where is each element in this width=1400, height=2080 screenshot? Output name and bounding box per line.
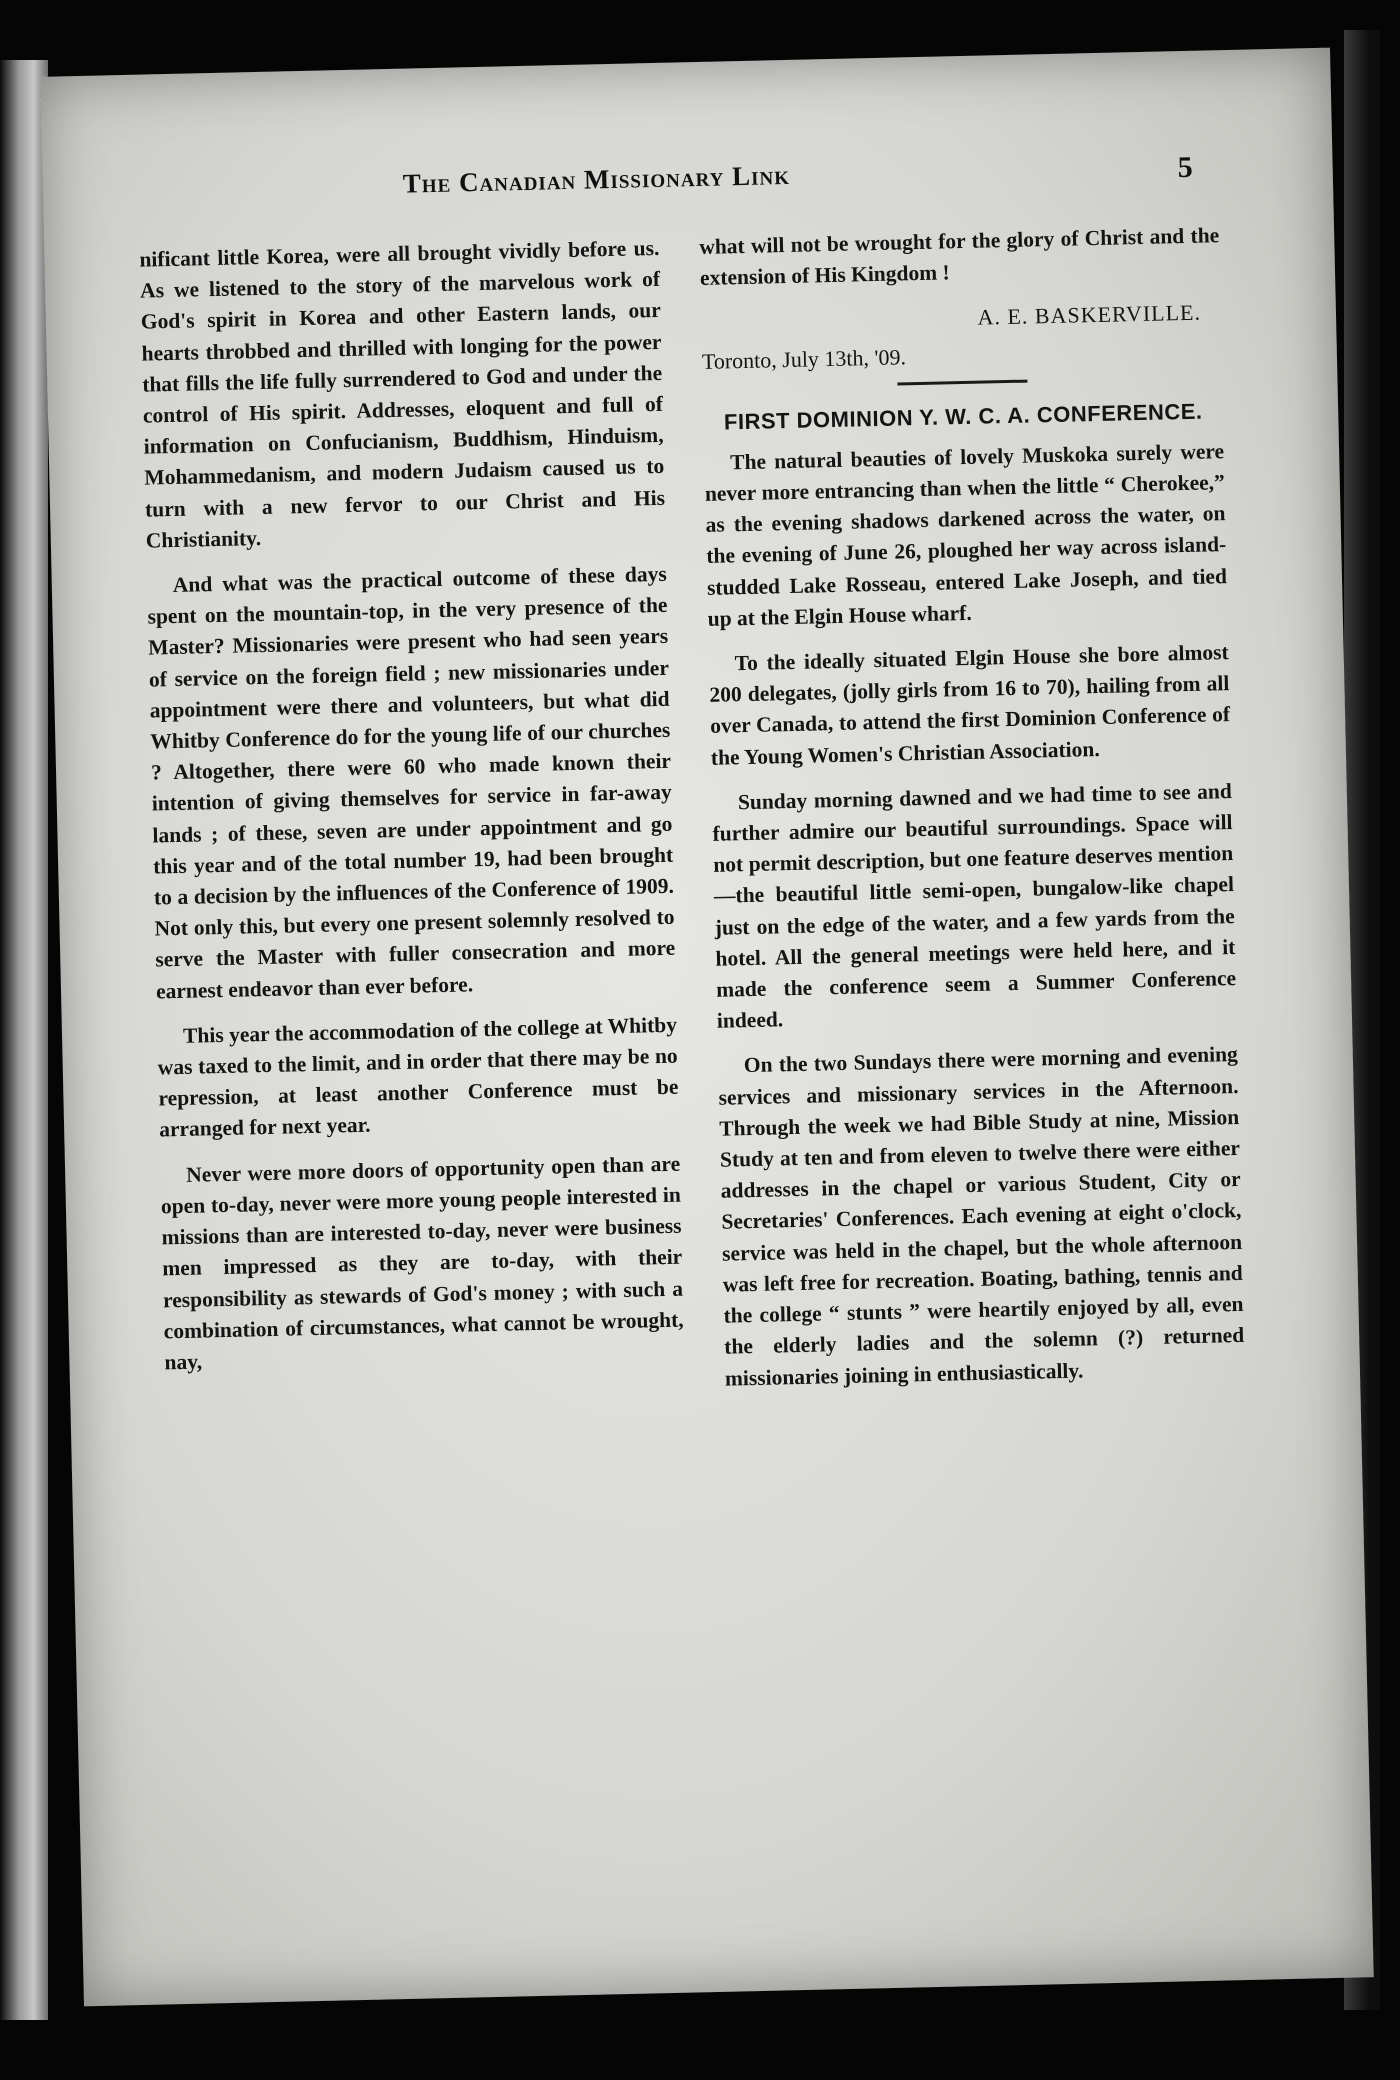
left-column <box>139 233 685 1393</box>
paragraph-opportunity: Never were more doors of opportunity open than are open to-day, never were more young people interested in missions than are interested to-day, never were business men impressed as they are to-day, with their responsibility as stewards of God's money ; with such a combination of circumstances, what cannot be wrought, nay, <box>160 1151 684 1375</box>
paragraph-sunday: Sunday morning dawned and we had time to see and further admire our beautiful surroundings. Space will not permit description, but one feature deserves mention—the beautiful little semi-open, bungalow-like chapel just on the edge of the water, and a few yards from the hotel. All the general meetings were held here, and it made the conference seem a Summer Conference indeed. <box>712 778 1237 1034</box>
adjacent-page-edge <box>0 60 48 2020</box>
publication-title: The Canadian Missionary Link <box>402 159 791 199</box>
paragraph-muskoka: The natural beauties of lovely Muskoka surely were never more entrancing than when the little “ Cherokee,” as the evening shadows darkened across the water, on the evening of June 26, ploughed her way across island-studded Lake Rosseau, entered Lake Joseph, and tied up at the Elgin House wharf. <box>704 438 1228 631</box>
paragraph-outcome: And what was the practical outcome of these days spent on the mountain-top, in the very presence of the Master? Missionaries were present who had seen years of service on the foreign field ; new missionaries under appointment were there and volunteers, but what did Whitby Conference do for the young life of our churches ? Altogether, there were 60 who made known their intention of giving themselves for service in far-away lands ; of these, seven are under appointment and go this year and of the total number 19, had been brought to a decision by the influences of the Conference of 1909. Not only this, but every one present solemnly resolved to serve the Master with fuller consecration and more earnest endeavor than ever before. <box>147 561 676 1004</box>
dateline: Toronto, July 13th, '09. <box>701 343 907 374</box>
paragraph-korea: nificant little Korea, were all brought vividly before us. As we listened to the story of the marvelous work of God's spirit in Korea and other Eastern lands, our hearts throbbed and thrilled with longing for the power that fills the life fully surrendered to God and under the control of His spirit. Addresses, eloquent and full of information on Confucianism, Buddhism, Hinduism, Mohammedanism, and modern Judaism caused us to turn with a new fervor to our Christ and His Christianity. <box>139 235 666 553</box>
page-number: 5 <box>1177 150 1193 185</box>
article-title: FIRST DOMINION Y. W. C. A. CONFERENCE. <box>723 398 1203 435</box>
author-signature: A. E. BASKERVILLE. <box>977 300 1202 331</box>
running-head <box>43 148 1334 227</box>
paragraph-schedule: On the two Sundays there were morning and evening services and missionary services in the Afternoon. Through the week we had Bible Study at nine, Mission Study at ten and from eleven to twelve there were either addresses in the chapel or various Student, City or Secretaries' Conferences. Each evening at eight o'clock, service was held in the chapel, but the whole afternoon was left free for recreation. Boating, bathing, tennis and the college “ stunts ” were heartily enjoyed by all, even the elderly ladies and the solemn (?) returned missionaries joining in enthusiastically. <box>718 1042 1245 1391</box>
paragraph-elgin-house: To the ideally situated Elgin House she bore almost 200 delegates, (jolly girls from 16 to 70), hailing from all over Canada, to attend the first Dominion Conference of the Young Women's Christian Association. <box>709 640 1231 770</box>
magazine-page <box>40 48 1373 2007</box>
section-divider <box>897 379 1027 385</box>
right-column <box>699 220 1246 1408</box>
paragraph-continuation: what will not be wrought for the glory of Christ and the extension of His Kingdom ! <box>699 223 1220 291</box>
paragraph-accommodation: This year the accommodation of the college at Whitby was taxed to the limit, and in order that there may be no repression, at least another Conference must be arranged for next year. <box>157 1012 679 1142</box>
